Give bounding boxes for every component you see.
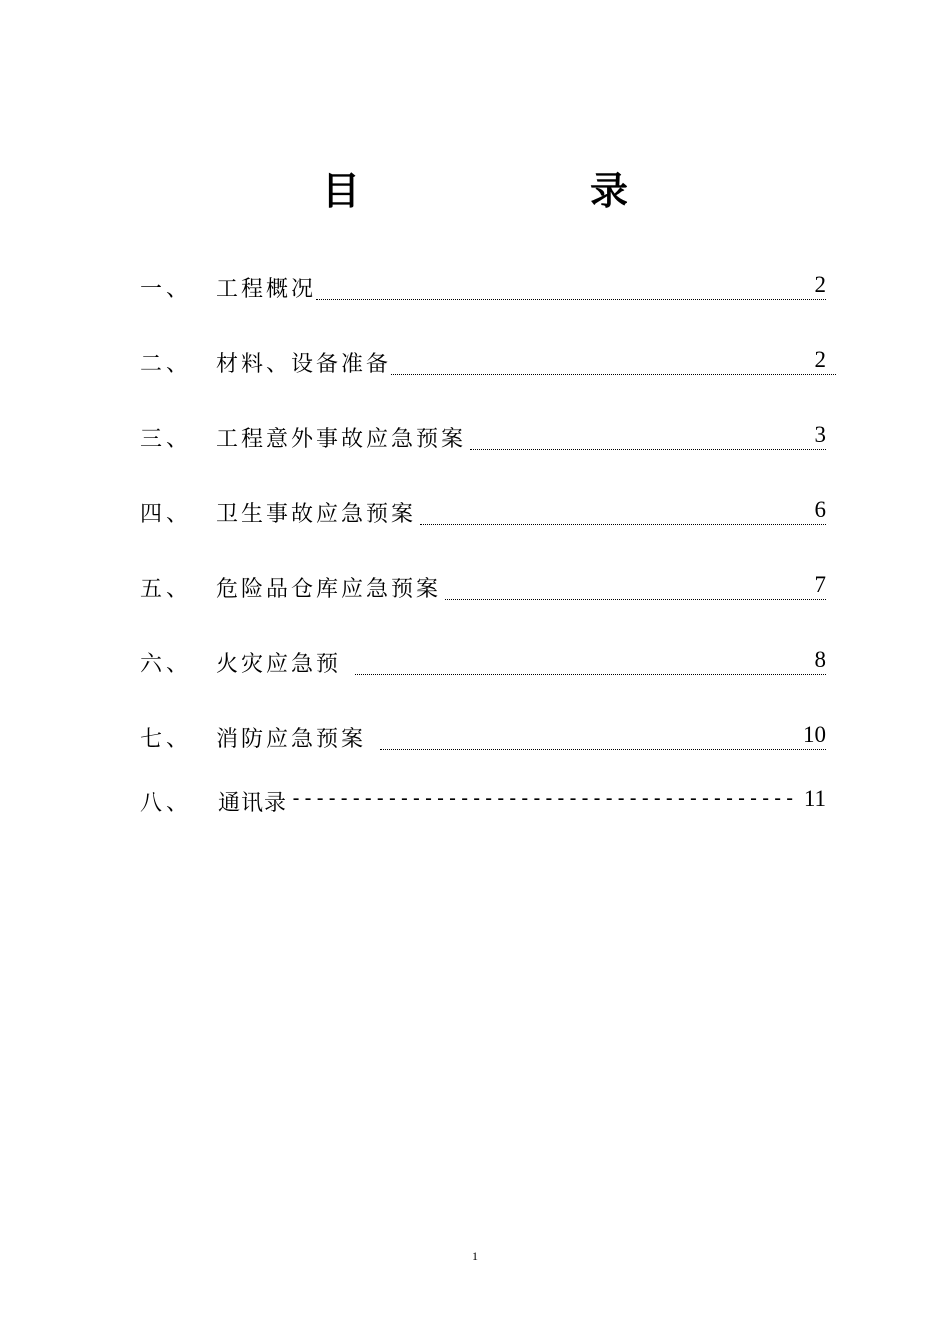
toc-entry-label: 火灾应急预 (216, 647, 341, 678)
toc-entry-page: 2 (814, 347, 826, 372)
toc-title-char-1: 目 (322, 169, 361, 213)
toc-entry-page: 2 (814, 272, 826, 297)
toc-entry-number: 一、 (140, 277, 193, 302)
toc-entry[interactable] (0, 572, 950, 604)
toc-entry[interactable] (0, 786, 950, 818)
toc-entry-page: 10 (803, 722, 826, 747)
toc-entry-page: 6 (814, 497, 826, 522)
toc-entry-label: 通讯录 (218, 786, 287, 817)
toc-leader-dots (390, 374, 836, 375)
toc-entry-page: 3 (814, 422, 826, 447)
toc-entry-number: 七、 (140, 727, 193, 752)
toc-entry[interactable] (0, 497, 950, 529)
toc-leader-dots (355, 674, 826, 675)
toc-title-char-2: 录 (590, 169, 629, 213)
toc-entry-label: 材料、设备准备 (216, 347, 391, 378)
toc-entry-page: 7 (814, 572, 826, 597)
toc-entry-page: 8 (814, 647, 826, 672)
toc-entry-number: 五、 (140, 577, 193, 602)
toc-leader-dots (445, 599, 826, 600)
page-number: 1 (472, 1249, 478, 1263)
toc-entry[interactable] (0, 422, 950, 454)
toc-entry-number: 八、 (140, 791, 193, 816)
toc-leader-dashes: ------------------------------------------ (290, 786, 796, 810)
toc-entry[interactable] (0, 722, 950, 754)
toc-title (0, 160, 950, 213)
toc-entry[interactable] (0, 647, 950, 679)
toc-entry-number: 六、 (140, 652, 193, 677)
toc-leader-dots (316, 299, 826, 300)
toc-entry-label: 工程概况 (216, 272, 316, 303)
toc-entry-label: 卫生事故应急预案 (216, 497, 416, 528)
toc-leader-dots (380, 749, 826, 750)
toc-entry-label: 危险品仓库应急预案 (216, 572, 441, 603)
toc-entry-number: 四、 (140, 502, 193, 527)
toc-entry-number: 三、 (140, 427, 193, 452)
toc-entry[interactable] (0, 347, 950, 379)
toc-leader-dots (420, 524, 826, 525)
toc-entry-label: 消防应急预案 (216, 722, 366, 753)
toc-entry-number: 二、 (140, 352, 193, 377)
toc-entry-page: 11 (803, 786, 826, 811)
toc-leader-dots (470, 449, 826, 450)
toc-entry[interactable] (0, 272, 950, 304)
toc-entry-label: 工程意外事故应急预案 (216, 422, 466, 453)
